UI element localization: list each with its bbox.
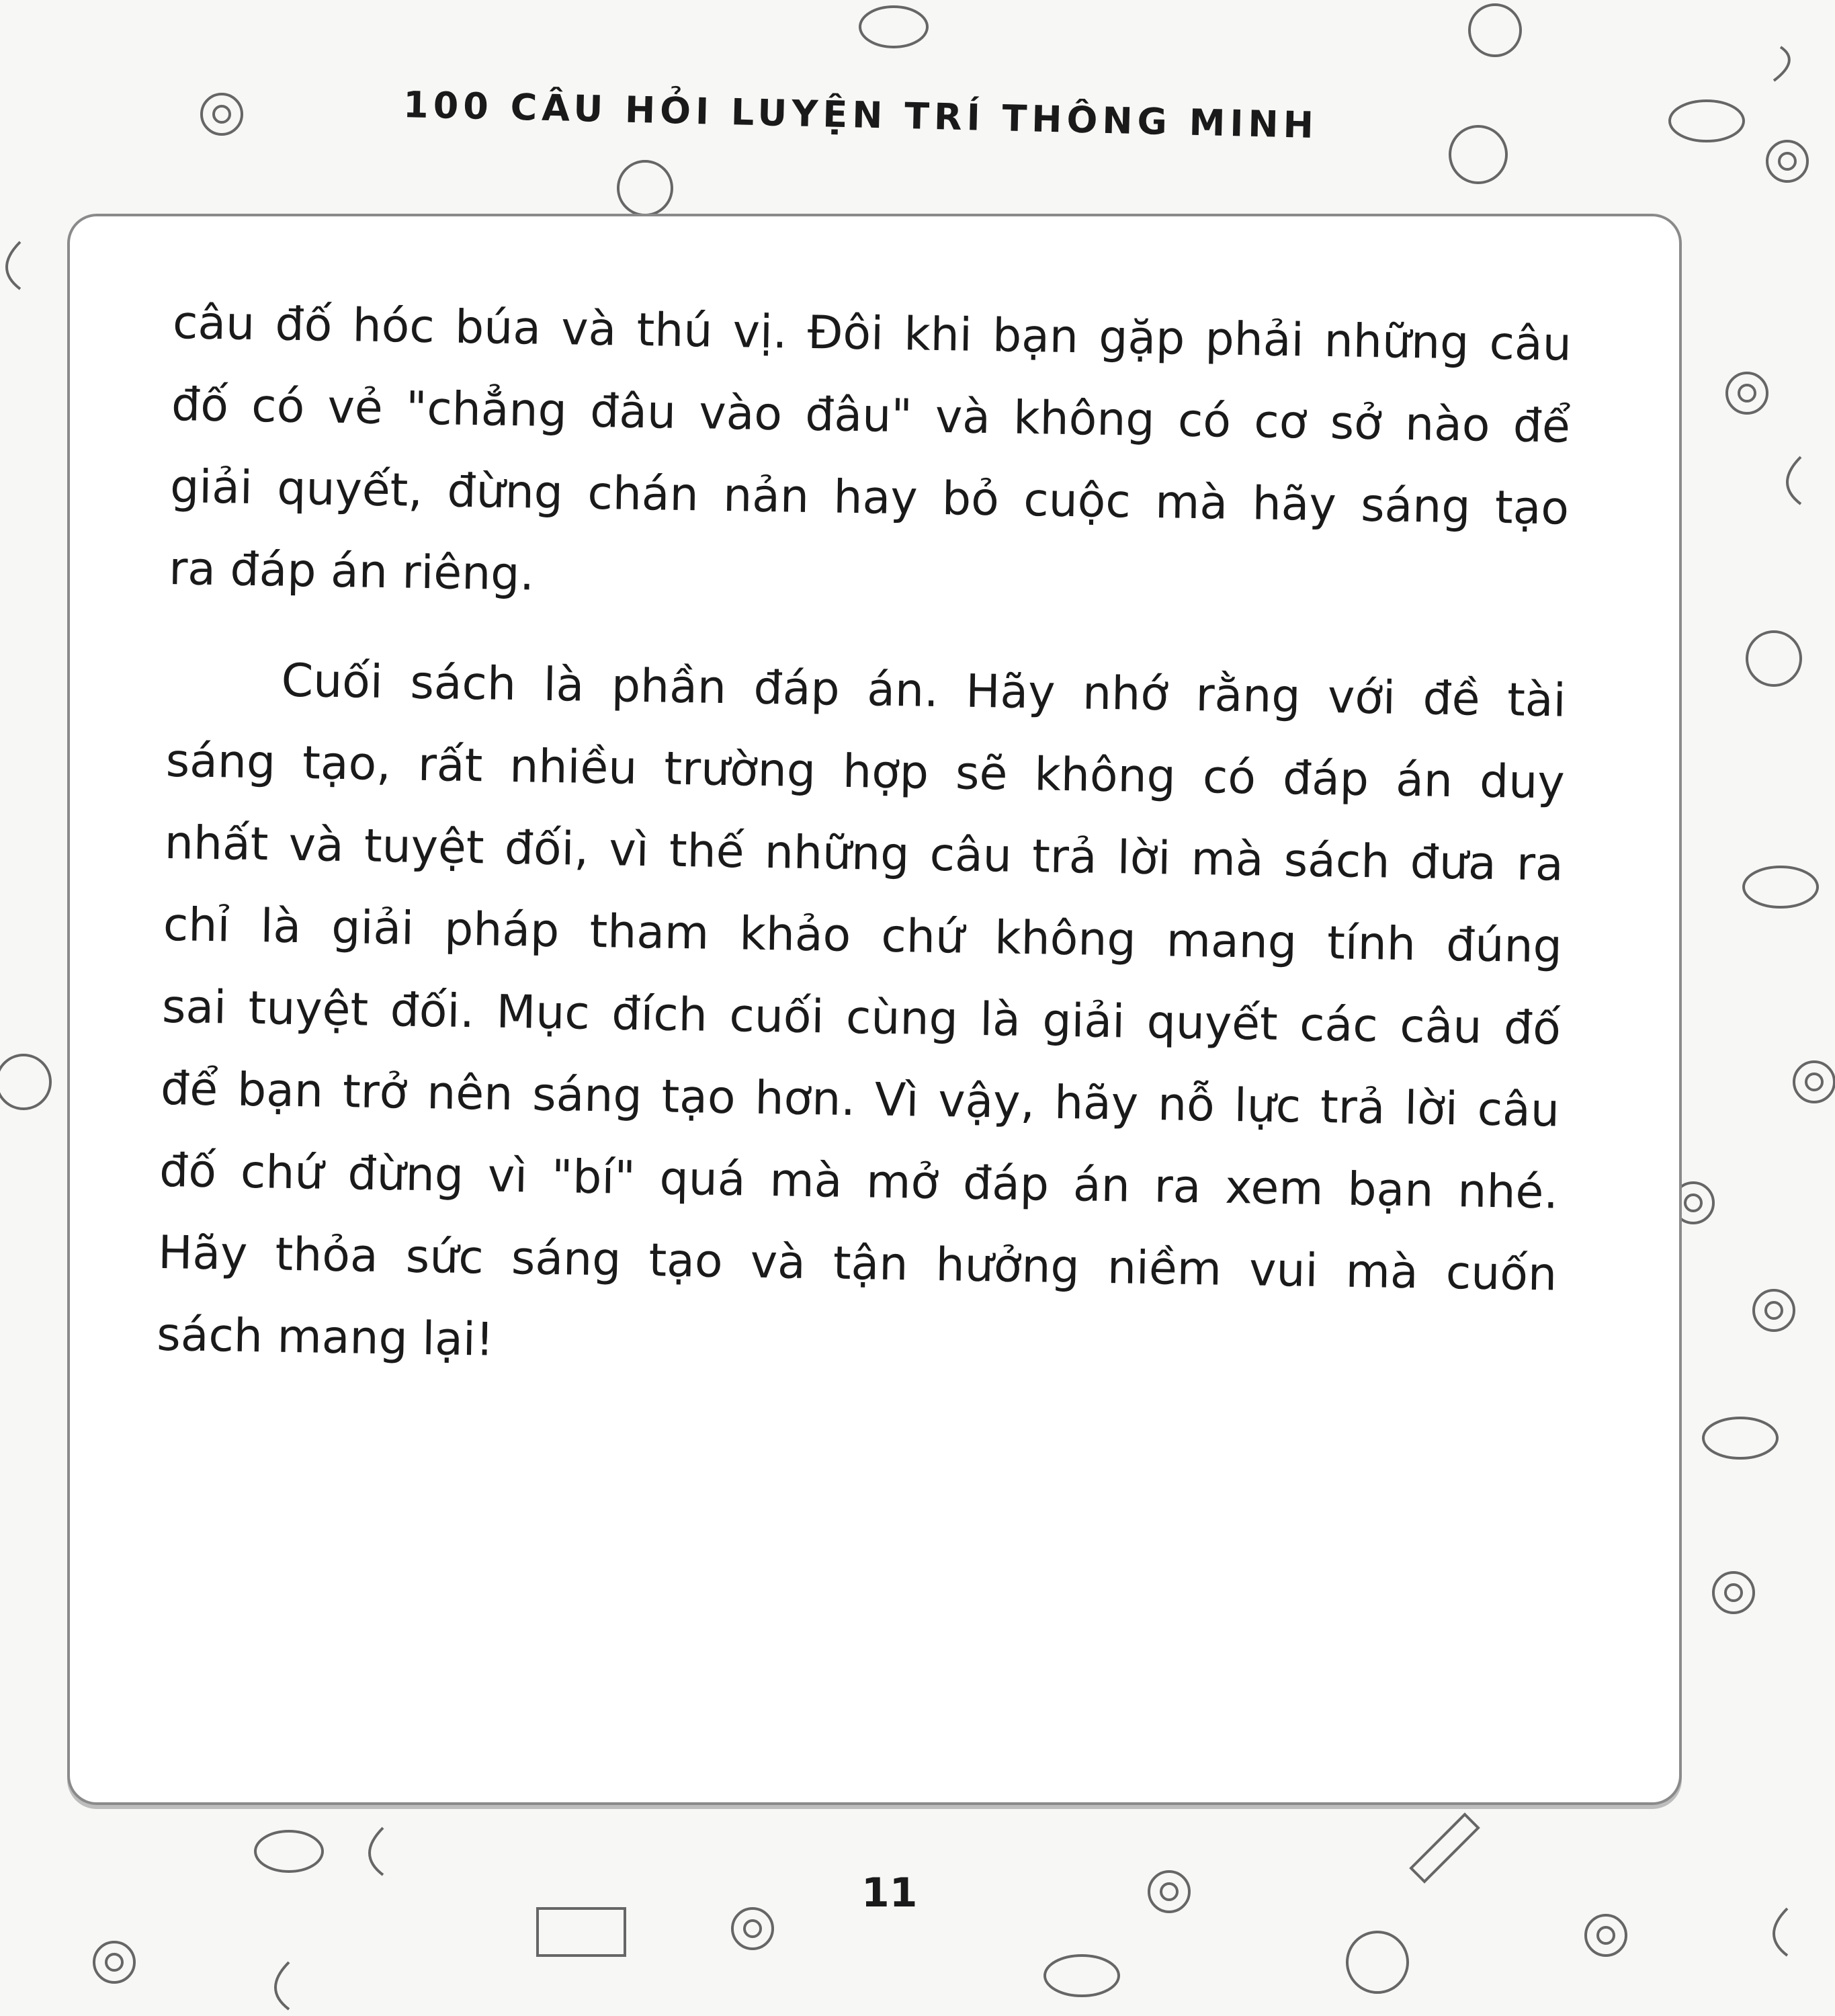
body-text xyxy=(156,282,1572,1426)
gear-icon xyxy=(1794,1062,1834,1102)
gear-icon xyxy=(1586,1915,1626,1956)
text-line: sai tuyệt đối. Mục đích cuối cùng là giải quyết các câu đố xyxy=(161,980,1562,1056)
gear-icon xyxy=(1713,1572,1754,1613)
text-line: để bạn trở nên sáng tạo hơn. Vì vậy, hãy nỗ lực trả lời câu xyxy=(160,1062,1560,1138)
gear-icon xyxy=(1727,373,1767,413)
picture-icon xyxy=(538,1908,625,1956)
text-line: Hãy thỏa sức sáng tạo và tận hưởng niềm vui mà cuốn xyxy=(157,1226,1557,1302)
text-line: ra đáp án riêng. xyxy=(168,542,535,601)
text-line: đố có vẻ "chẳng đâu vào đâu" và không có cơ sở nào để xyxy=(171,378,1571,454)
gear-icon xyxy=(1149,1872,1189,1912)
paragraph-2 xyxy=(156,638,1566,1398)
text-line: sáng tạo, rất nhiều trường hợp sẽ không có đáp án duy xyxy=(165,734,1566,810)
text-line: đố chứ đừng vì "bí" quá mà mở đáp án ra xem bạn nhé. xyxy=(159,1144,1559,1220)
text-line: sách mang lại! xyxy=(156,1308,495,1367)
rocket-icon xyxy=(1411,1814,1478,1882)
gear-icon xyxy=(732,1908,773,1949)
paragraph-1 xyxy=(168,282,1572,632)
page-header-title: 100 CÂU HỎI LUYỆN TRÍ THÔNG MINH xyxy=(402,83,1319,147)
text-line: chỉ là giải pháp tham khảo chứ không mang tính đúng xyxy=(163,898,1563,974)
text-line: Cuối sách là phần đáp án. Hãy nhớ rằng với đề tài xyxy=(281,654,1567,728)
gear-icon xyxy=(202,94,242,134)
gear-icon xyxy=(1754,1290,1794,1331)
page-number: 11 xyxy=(861,1870,918,1917)
gear-icon xyxy=(1767,141,1807,181)
text-line: giải quyết, đừng chán nản hay bỏ cuộc mà hãy sáng tạo xyxy=(169,460,1570,536)
text-line: câu đố hóc búa và thú vị. Đôi khi bạn gặp phải những câu xyxy=(172,296,1572,372)
text-line: nhất và tuyệt đối, vì thế những câu trả lời mà sách đưa ra xyxy=(164,816,1564,892)
gear-icon xyxy=(94,1942,134,1982)
